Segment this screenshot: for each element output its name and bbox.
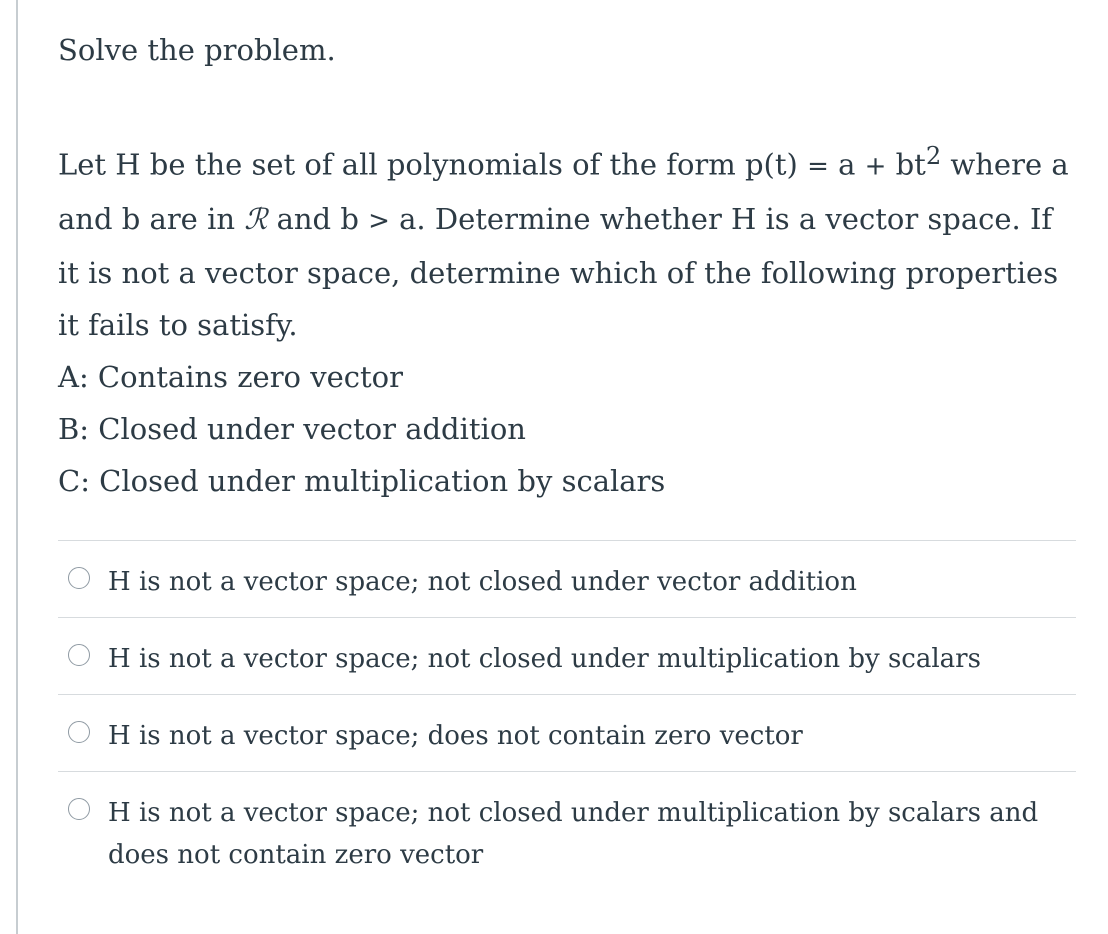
question-part: where a and b are in <box>58 147 1069 236</box>
question-part: and b <box>267 201 369 236</box>
left-border <box>16 0 18 934</box>
answer-label[interactable]: H is not a vector space; not closed under multiplication by scalars <box>108 644 981 674</box>
greater-than-sign: > <box>368 205 390 236</box>
answer-option-1[interactable] <box>58 541 1076 618</box>
question-part: a. Determine whether H is a vector space. If it is not a vector space, determine which of the following properties it fails to satisfy. <box>58 201 1059 342</box>
property-b: B: Closed under vector addition <box>58 411 526 446</box>
answer-label[interactable]: H is not a vector space; not closed under multiplication by scalars and does not contain zero vector <box>108 798 1039 870</box>
answer-options <box>58 540 1076 890</box>
answer-label[interactable]: H is not a vector space; does not contain zero vector <box>108 721 803 751</box>
exponent: 2 <box>925 142 942 170</box>
plus-sign: + <box>864 151 887 182</box>
radio-button[interactable] <box>68 567 90 589</box>
question-text <box>58 130 1076 507</box>
answer-option-4[interactable] <box>58 772 1076 890</box>
question-part: bt <box>886 147 926 182</box>
radio-button[interactable] <box>68 644 90 666</box>
property-c: C: Closed under multiplication by scalars <box>58 463 666 498</box>
answer-option-3[interactable] <box>58 695 1076 772</box>
instruction-text: Solve the problem. <box>58 33 336 67</box>
answer-option-2[interactable] <box>58 618 1076 695</box>
radio-button[interactable] <box>68 798 90 820</box>
property-a: A: Contains zero vector <box>58 359 403 394</box>
answer-label[interactable]: H is not a vector space; not closed under vector addition <box>108 567 857 597</box>
reals-symbol: ℛ <box>244 201 268 236</box>
question-part: Let H be the set of all polynomials of the form p(t) <box>58 147 808 182</box>
radio-button[interactable] <box>68 721 90 743</box>
equals-sign: = <box>807 151 829 182</box>
question-part: a <box>828 147 865 182</box>
